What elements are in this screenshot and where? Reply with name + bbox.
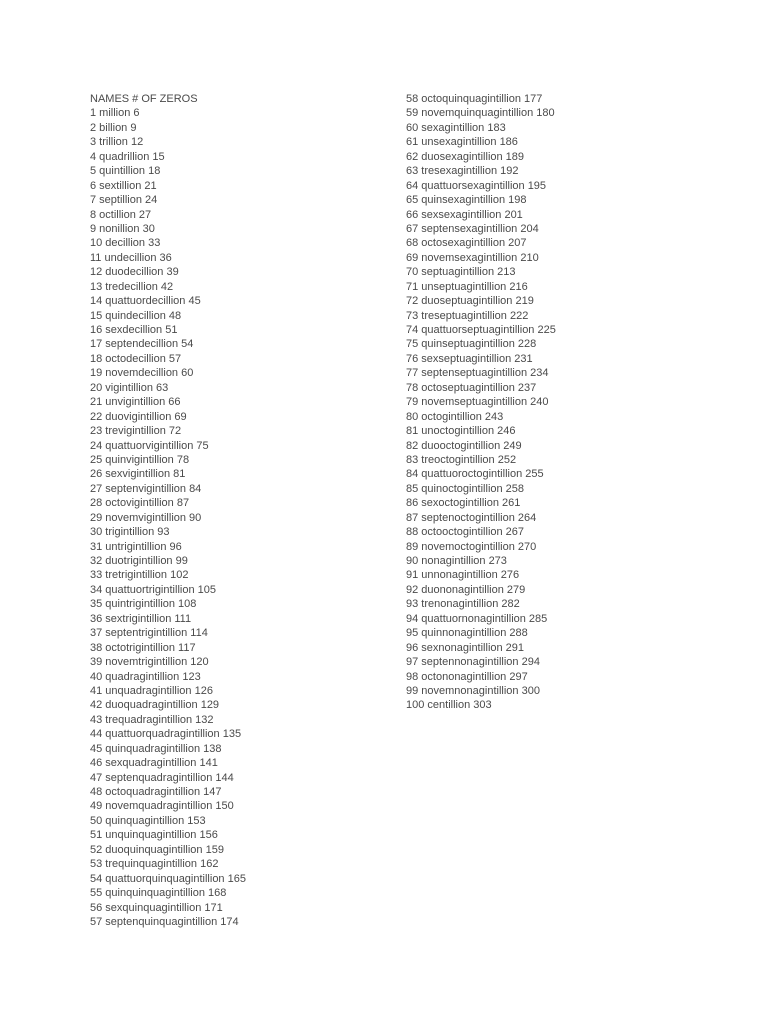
list-item: 3 trillion 12	[90, 136, 144, 149]
list-item: 60 sexagintillion 183	[406, 121, 506, 134]
list-item: 82 duooctogintillion 249	[406, 439, 522, 452]
list-item: 69 novemsexagintillion 210	[406, 251, 539, 264]
list-item: 5 quintillion 18	[90, 165, 161, 178]
list-item: 12 duodecillion 39	[90, 266, 179, 279]
list-item: 22 duovigintillion 69	[90, 410, 187, 423]
list-item: 11 undecillion 36	[90, 251, 172, 264]
list-item: 51 unquinquagintillion 156	[90, 829, 218, 842]
list-item: 58 octoquinquagintillion 177	[406, 93, 543, 105]
list-item: 44 quattuorquadragintillion 135	[90, 728, 242, 741]
list-item: 2 billion 9	[90, 121, 137, 134]
list-item: 84 quattuoroctogintillion 255	[406, 468, 544, 481]
list-item: 72 duoseptuagintillion 219	[406, 295, 534, 308]
list-item: 30 trigintillion 93	[90, 526, 170, 539]
list-item: 68 octosexagintillion 207	[406, 237, 527, 250]
list-item: 95 quinnonagintillion 288	[406, 627, 528, 640]
list-item: 43 trequadragintillion 132	[90, 713, 214, 726]
list-item: 29 novemvigintillion 90	[90, 511, 202, 524]
list-item: 76 sexseptuagintillion 231	[406, 352, 533, 365]
list-item: 75 quinseptuagintillion 228	[406, 338, 537, 351]
list-item: 19 novemdecillion 60	[90, 367, 194, 380]
list-item: 77 septenseptuagintillion 234	[406, 367, 549, 380]
list-item: 16 sexdecillion 51	[90, 324, 178, 336]
list-item: 100 centillion 303	[406, 699, 492, 712]
list-item: 45 quinquadragintillion 138	[90, 742, 222, 755]
list-item: 56 sexquinquagintillion 171	[90, 901, 223, 914]
list-item: 24 quattuorvigintillion 75	[90, 439, 209, 452]
list-item: 92 duononagintillion 279	[406, 583, 526, 596]
list-item: 21 unvigintillion 66	[90, 396, 181, 409]
list-item: 73 treseptuagintillion 222	[406, 309, 529, 322]
list-item: 52 duoquinquagintillion 159	[90, 843, 224, 856]
list-item: 46 sexquadragintillion 141	[90, 757, 218, 770]
list-item: 26 sexvigintillion 81	[90, 468, 186, 481]
left-column	[90, 92, 390, 929]
list-item: 61 unsexagintillion 186	[406, 136, 518, 149]
list-item: 37 septentrigintillion 114	[90, 627, 208, 640]
list-item: 79 novemseptuagintillion 240	[406, 396, 549, 409]
list-item: 6 sextillion 21	[90, 179, 157, 192]
right-column	[406, 92, 746, 713]
list-item: 66 sexsexagintillion 201	[406, 208, 523, 221]
list-item: 54 quattuorquinquagintillion 165	[90, 872, 246, 885]
list-item: 38 octotrigintillion 117	[90, 641, 196, 654]
list-item: 48 octoquadragintillion 147	[90, 786, 222, 798]
list-item: 10 decillion 33	[90, 237, 161, 250]
list-item: 4 quadrillion 15	[90, 150, 165, 163]
list-item: 97 septennonagintillion 294	[406, 656, 540, 669]
list-item: 71 unseptuagintillion 216	[406, 280, 528, 293]
list-item: 49 novemquadragintillion 150	[90, 800, 234, 813]
list-item: 33 tretrigintillion 102	[90, 569, 189, 582]
list-item: 88 octooctogintillion 267	[406, 526, 525, 539]
list-item: 74 quattuorseptuagintillion 225	[406, 324, 556, 336]
list-item: 25 quinvigintillion 78	[90, 453, 190, 466]
list-item: 28 octovigintillion 87	[90, 497, 190, 510]
list-item: 67 septensexagintillion 204	[406, 222, 539, 235]
list-item: 85 quinoctogintillion 258	[406, 482, 525, 495]
list-item: 96 sexnonagintillion 291	[406, 641, 525, 654]
list-item: 17 septendecillion 54	[90, 338, 194, 351]
list-item: 86 sexoctogintillion 261	[406, 497, 521, 510]
list-item: 36 sextrigintillion 111	[90, 612, 192, 625]
list-item: 23 trevigintillion 72	[90, 425, 182, 438]
list-item: 62 duosexagintillion 189	[406, 150, 525, 163]
list-item: 27 septenvigintillion 84	[90, 482, 202, 495]
list-item: 8 octillion 27	[90, 208, 152, 221]
list-item: 32 duotrigintillion 99	[90, 555, 188, 567]
list-item: 1 million 6	[90, 107, 140, 120]
list-item: 89 novemoctogintillion 270	[406, 540, 537, 553]
list-item: 81 unoctogintillion 246	[406, 425, 516, 438]
list-item: 7 septillion 24	[90, 194, 158, 207]
list-item: 13 tredecillion 42	[90, 280, 174, 293]
list-item: 59 novemquinquagintillion 180	[406, 107, 555, 120]
list-item: 70 septuagintillion 213	[406, 266, 516, 279]
list-item: 40 quadragintillion 123	[90, 670, 201, 683]
list-item: 83 treoctogintillion 252	[406, 453, 517, 466]
list-item: 64 quattuorsexagintillion 195	[406, 179, 547, 192]
list-item: 63 tresexagintillion 192	[406, 165, 519, 178]
list-item: 90 nonagintillion 273	[406, 555, 507, 567]
list-item: 99 novemnonagintillion 300	[406, 684, 540, 697]
list-item: 35 quintrigintillion 108	[90, 598, 197, 611]
list-item: 14 quattuordecillion 45	[90, 295, 201, 308]
list-item: 18 octodecillion 57	[90, 352, 182, 365]
list-item: 20 vigintillion 63	[90, 381, 169, 394]
list-item: 42 duoquadragintillion 129	[90, 699, 220, 712]
list-item: 78 octoseptuagintillion 237	[406, 381, 537, 394]
list-item: 94 quattuornonagintillion 285	[406, 612, 548, 625]
list-item: 55 quinquinquagintillion 168	[90, 887, 227, 900]
list-item: 93 trenonagintillion 282	[406, 598, 520, 611]
list-item: 41 unquadragintillion 126	[90, 684, 213, 697]
list-item: 34 quattuortrigintillion 105	[90, 583, 216, 596]
list-item: 91 unnonagintillion 276	[406, 569, 520, 582]
list-item: 31 untrigintillion 96	[90, 540, 182, 553]
list-item: 9 nonillion 30	[90, 222, 155, 235]
list-item: 98 octononagintillion 297	[406, 670, 528, 683]
list-item: 65 quinsexagintillion 198	[406, 194, 527, 207]
list-item: 57 septenquinquagintillion 174	[90, 915, 239, 928]
list-item: 15 quindecillion 48	[90, 309, 182, 322]
list-item: 50 quinquagintillion 153	[90, 814, 206, 827]
list-item: 80 octogintillion 243	[406, 410, 504, 423]
list-item: 87 septenoctogintillion 264	[406, 511, 537, 524]
list-item: 53 trequinquagintillion 162	[90, 858, 219, 871]
table-header: NAMES # OF ZEROS	[90, 93, 198, 105]
list-item: 39 novemtrigintillion 120	[90, 656, 209, 669]
list-item: 47 septenquadragintillion 144	[90, 771, 234, 784]
